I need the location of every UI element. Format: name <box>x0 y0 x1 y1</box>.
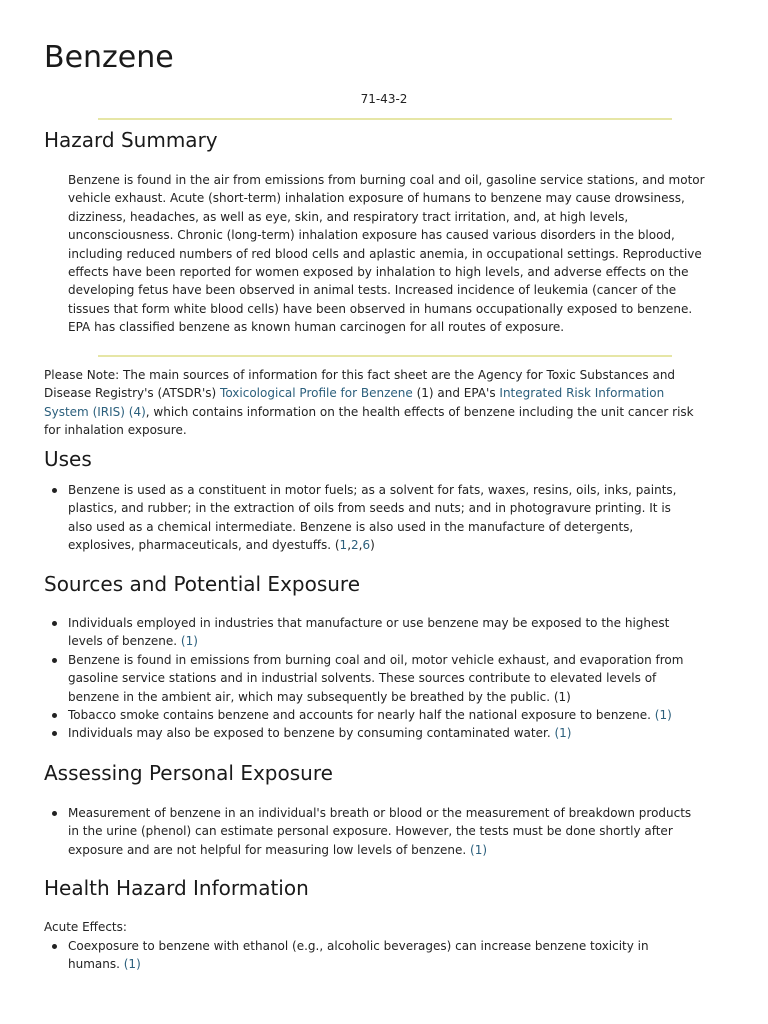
health-heading: Health Hazard Information <box>44 876 309 900</box>
hazard-summary-text: Benzene is found in the air from emissions from burning coal and oil, gasoline service stations, and motor vehicle exhaust. Acute (short-term) inhalation exposure of humans to benzene may cause drowsiness, dizziness, headaches, as well as eye, skin, and respiratory tract irritation, and, at high levels, unconsciousness. Chronic (long-term) inhalation exposure has caused various disorders in the blood, including reduced numbers of red blood cells and aplastic anemia, in occupational settings. Reproductive effects have been reported for women exposed by inhalation to high levels, and adverse effects on the developing fetus have been observed in animal tests. Increased incidence of leukemia (cancer of the tissues that form white blood cells) have been observed in humans occupationally exposed to benzene. EPA has classified benzene as known human carcinogen for all routes of exposure. <box>68 173 705 335</box>
sources-heading: Sources and Potential Exposure <box>44 572 361 596</box>
note-text: (1) and EPA's <box>412 386 500 401</box>
list-item <box>44 651 694 706</box>
list-item <box>44 724 694 742</box>
hazard-summary-heading: Hazard Summary <box>44 128 218 152</box>
ref-link-2[interactable]: 2 <box>351 538 359 553</box>
toxicological-profile-link[interactable]: Toxicological Profile for Benzene <box>220 386 413 401</box>
divider <box>98 355 672 357</box>
item-text: Benzene is used as a constituent in motor fuels; as a solvent for fats, waxes, resins, oils, inks, paints, plastics, and rubber; in the extraction of oils from seeds and nuts; and in photogravure printing. It is also used as a chemical intermediate. Benzene is also used in the manufacture of detergents, explosives, pharmaceuticals, and dyestuffs. ( <box>68 483 677 553</box>
ref-link[interactable]: (1) <box>470 842 488 857</box>
list-item <box>44 614 694 651</box>
item-text: Individuals employed in industries that manufacture or use benzene may be exposed to the highest levels of benzene. <box>68 616 670 649</box>
item-text: Individuals may also be exposed to benzene by consuming contaminated water. <box>68 726 555 741</box>
item-text: ) <box>370 538 375 553</box>
assessing-list <box>44 804 694 859</box>
list-item <box>44 706 694 724</box>
acute-effects-list <box>44 937 694 974</box>
ref-link[interactable]: (1) <box>180 634 198 649</box>
item-text: Tobacco smoke contains benzene and accounts for nearly half the national exposure to benzene. <box>68 708 655 723</box>
list-item <box>44 804 694 859</box>
ref-link[interactable]: (1) <box>554 726 572 741</box>
page-title: Benzene <box>44 40 174 75</box>
note-text: , which contains information on the health effects of benzene including the unit cancer risk for inhalation exposure. <box>44 404 694 438</box>
iris-link[interactable]: Integrated Risk Information System (IRIS) <box>44 386 665 419</box>
note-text: Please Note: The main sources of information for this fact sheet are the Agency for Toxic Substances and Disease Registry's (ATSDR's) <box>44 368 676 401</box>
acute-effects-label: Acute Effects: <box>44 920 127 934</box>
ref-link[interactable]: (1) <box>654 708 672 723</box>
item-text: Benzene is found in emissions from burning coal and oil, motor vehicle exhaust, and evaporation from gasoline service stations and in industrial solvents. These sources contribute to elevated levels of benzene in the ambient air, which may subsequently be breathed by the public. (1) <box>68 652 684 704</box>
cas-number: 71-43-2 <box>360 92 408 106</box>
item-text: Coexposure to benzene with ethanol (e.g., alcoholic beverages) can increase benzene toxicity in humans. <box>68 939 649 972</box>
sources-list <box>44 614 694 743</box>
uses-list <box>44 481 694 555</box>
sources-note <box>44 366 706 440</box>
iris-ref-link[interactable]: (4) <box>124 404 146 419</box>
ref-link-1[interactable]: 1 <box>339 538 348 553</box>
list-item: Benzene is used as a constituent in motor fuels; as a solvent for fats, waxes, resins, oils, inks, paints, plastics, and rubber; in the extraction of oils from seeds and nuts; and in photogravure printing. It is also used as a chemical intermediate. Benzene is also used in the manufacture of detergents, explosives, pharmaceuticals, and dyestuffs. (1,2,6) <box>44 481 694 555</box>
list-item <box>44 937 694 974</box>
uses-heading: Uses <box>44 447 92 471</box>
assessing-heading: Assessing Personal Exposure <box>44 761 333 785</box>
divider <box>98 118 672 120</box>
ref-link-6[interactable]: 6 <box>362 538 371 553</box>
item-text: Measurement of benzene in an individual's breath or blood or the measurement of breakdown products in the urine (phenol) can estimate personal exposure. However, the tests must be done shortly after exposure and are not helpful for measuring low levels of benzene. <box>68 806 692 857</box>
ref-link[interactable]: (1) <box>123 957 141 972</box>
